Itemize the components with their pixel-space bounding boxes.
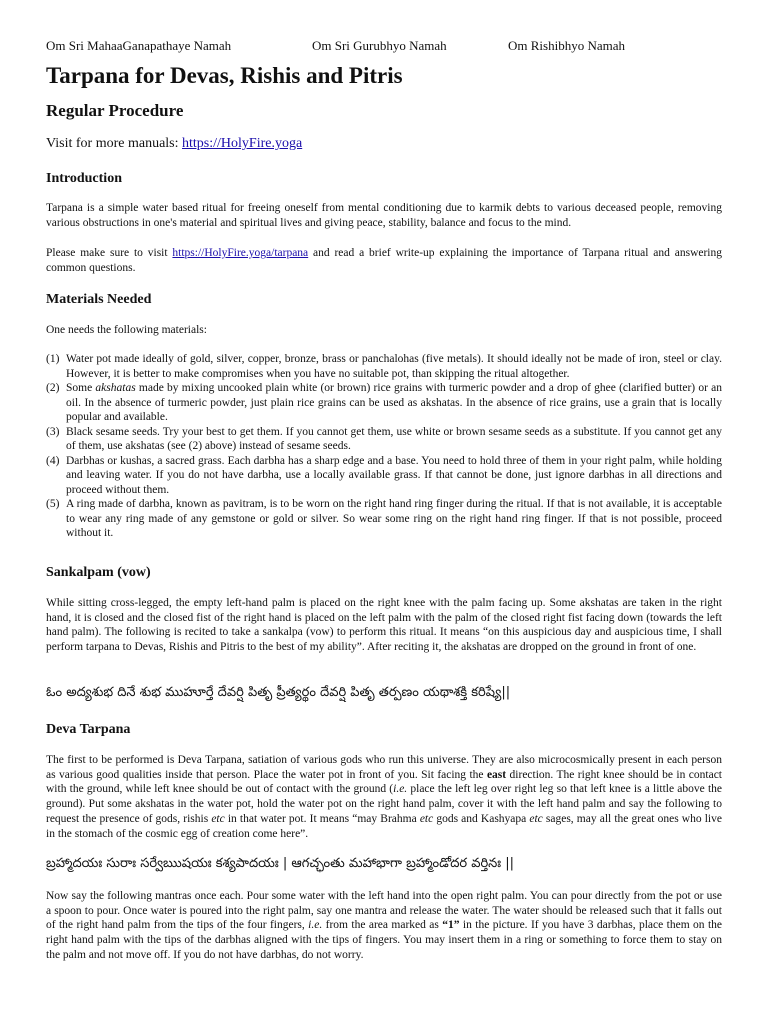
deva-p1-text: direction. The right knee should be in contact with the ground, while left knee should be out of contact with the ground (	[46, 768, 722, 796]
materials-list	[46, 352, 722, 541]
deva-p2-emphasis: i.e.	[308, 919, 323, 932]
list-item-number: (1)	[46, 353, 60, 365]
visit-line	[46, 136, 302, 152]
list-item-text: Darbhas or kushas, a sacred grass. Each darbha has a sharp edge and a base. You need to hold three of them in your right palm, while holding and leaving water. If you do not have darbha, use a locally available grass. If that cannot be done, just ignore darbhas in all directions and proceed without them.	[66, 454, 722, 496]
document-subtitle: Regular Procedure	[46, 101, 184, 120]
list-item-text: Black sesame seeds. Try your best to get them. If you cannot get them, use white or brown sesame seeds as a substitute. If you cannot get any of them, use akshatas (see (2) above) instead of sesame seeds.	[66, 425, 722, 452]
document-title: Tarpana for Devas, Rishis and Pitris	[46, 63, 403, 88]
intro-p2-suffix: and read a brief write-up explaining the importance of Tarpana ritual and answering common questions.	[46, 247, 722, 274]
introduction-paragraph-1: Tarpana is a simple water based ritual for freeing oneself from mental conditioning due to karmik debts to various deceased people, removing various obstructions in one's material and spiritual lives and giving peace, stability, balance and focus to the mind.	[46, 202, 722, 229]
header-invocation-left: Om Sri MahaaGanapathaye Namah	[46, 38, 232, 53]
deva-tarpana-paragraph-1	[46, 753, 722, 841]
list-item-number: (5)	[46, 498, 60, 510]
list-item-text: A ring made of darbha, known as pavitram, is to be worn on the right hand ring finger during the ritual. If that is not available, it is acceptable to wear any ring made of any gemstone or gold or silver. So wear some ring on the right hand ring finger. If that is not possible, proceed without it.	[66, 498, 722, 539]
list-item	[46, 352, 722, 381]
deva-p1-emphasis: etc	[211, 812, 225, 825]
header-invocation-right: Om Rishibhyo Namah	[508, 38, 625, 53]
sankalpam-paragraph: While sitting cross-legged, the empty left-hand palm is placed on the right knee with the palm facing up. Some akshatas are taken in the right hand, it is closed and the closed fist of the right hand is placed on the left palm with the palm of the closed right fist facing down (towards the left hand palm). The following is recited to take a sankalpa (vow) to perform this ritual. It means “on this auspicious day and auspicious time, I shall perform tarpana to Devas, Rishis and Pitris to the best of my ability”. After reciting it, the akshatas are dropped on the ground in front of one.	[46, 597, 722, 654]
list-item-text: Water pot made ideally of gold, silver, copper, bronze, brass or panchalohas (five metals). It should ideally not be made of iron, steel or clay. However, it is better to make compromises when you have no suitable pot, than skipping the ritual altogether.	[66, 353, 722, 380]
deva-p2-text: in the picture. If you have 3 darbhas, place them on the right hand palm with the tips of the darbhas aligned with the tips of fingers. You may insert them in a ring or something to force them to stay on the palm and not move off. If you do not have darbhas, do not worry.	[46, 919, 722, 961]
deva-p1-emphasis: i.e.	[393, 783, 408, 796]
deva-tarpana-paragraph-2	[46, 889, 722, 963]
deva-p1-emphasis: etc	[529, 812, 543, 825]
deva-p1-text: The first to be performed is Deva Tarpana, satiation of various gods who run this universe. They are also microcosmically present in each person as various good qualities inside that person. Place the water pot in front of you. Sit facing the	[46, 754, 722, 781]
holyfire-link[interactable]: https://HolyFire.yoga	[182, 136, 303, 151]
deva-p2-bold: “1”	[442, 919, 460, 932]
introduction-paragraph-2	[46, 246, 722, 275]
visit-prefix: Visit for more manuals:	[46, 136, 183, 151]
deva-p2-text: Now say the following mantras once each. Pour some water with the left hand into the open right palm. You can pour directly from the pot or use a spoon to pour. Once water is poured into the right palm, say one mantra and release the water. The water should be released such that it falls out of the right hand palm from the tips of the four fingers,	[46, 890, 722, 932]
introduction-heading: Introduction	[46, 171, 122, 186]
deva-p1-emphasis: etc	[419, 812, 434, 825]
deva-p1-text: place the left leg over right leg so that left knee is a little above the ground). Put some akshatas in the water pot, hold the water pot on the right hand palm, cover it with the left hand palm and say the following to request the presence of gods, rishis	[46, 783, 723, 825]
sankalpam-telugu-mantra: ఓం అద్యశుభ దినే శుభ ముహూర్తే దేవర్షి పితృ ప్రీత్యర్థం దేవర్షి పితృ తర్పణం యథాశక్తి కరిష్యే||	[46, 685, 511, 700]
list-item	[46, 381, 722, 425]
deva-tarpana-heading: Deva Tarpana	[46, 722, 131, 737]
list-item	[46, 497, 722, 541]
list-item-number: (4)	[46, 454, 60, 467]
list-item-number: (2)	[46, 382, 60, 394]
deva-p1-text: gods and Kashyapa	[433, 812, 530, 825]
list-item-number: (3)	[46, 425, 60, 438]
deva-p1-text: sages, may all the great ones who live in the stomach of the cosmic egg of creation come here”.	[46, 812, 722, 840]
materials-heading: Materials Needed	[46, 292, 152, 307]
list-item	[46, 425, 722, 454]
list-item-text-prefix: Some	[66, 382, 96, 394]
header-invocation-center: Om Sri Gurubhyo Namah	[312, 38, 447, 53]
deva-p2-text: from the area marked as	[322, 919, 443, 932]
deva-p1-text: in that water pot. It means “may Brahma	[224, 812, 420, 825]
sankalpam-heading: Sankalpam (vow)	[46, 565, 151, 580]
tarpana-link[interactable]: https://HolyFire.yoga/tarpana	[172, 247, 309, 259]
deva-tarpana-telugu-mantra: బ్రహ్మాదయః సురాః సర్వేఋషయః కశ్యపాదయః | ఆగచ్ఛంతు మహాభాగా బ్రహ్మాండోదర వర్తినః ||	[46, 856, 515, 871]
list-item-text: made by mixing uncooked plain white (or brown) rice grains with turmeric powder and a drop of ghee (clarified butter) or an oil. In the absence of turmeric powder, just plain rice grains can be used as akshatas. In the absence of rice grains, use a grain that is locally popular and available.	[66, 382, 722, 423]
list-item-emphasis: akshatas	[95, 382, 136, 394]
intro-p2-prefix: Please make sure to visit	[46, 247, 173, 259]
list-item	[46, 454, 722, 498]
deva-p1-bold: east	[486, 768, 507, 781]
materials-intro: One needs the following materials:	[46, 324, 207, 336]
